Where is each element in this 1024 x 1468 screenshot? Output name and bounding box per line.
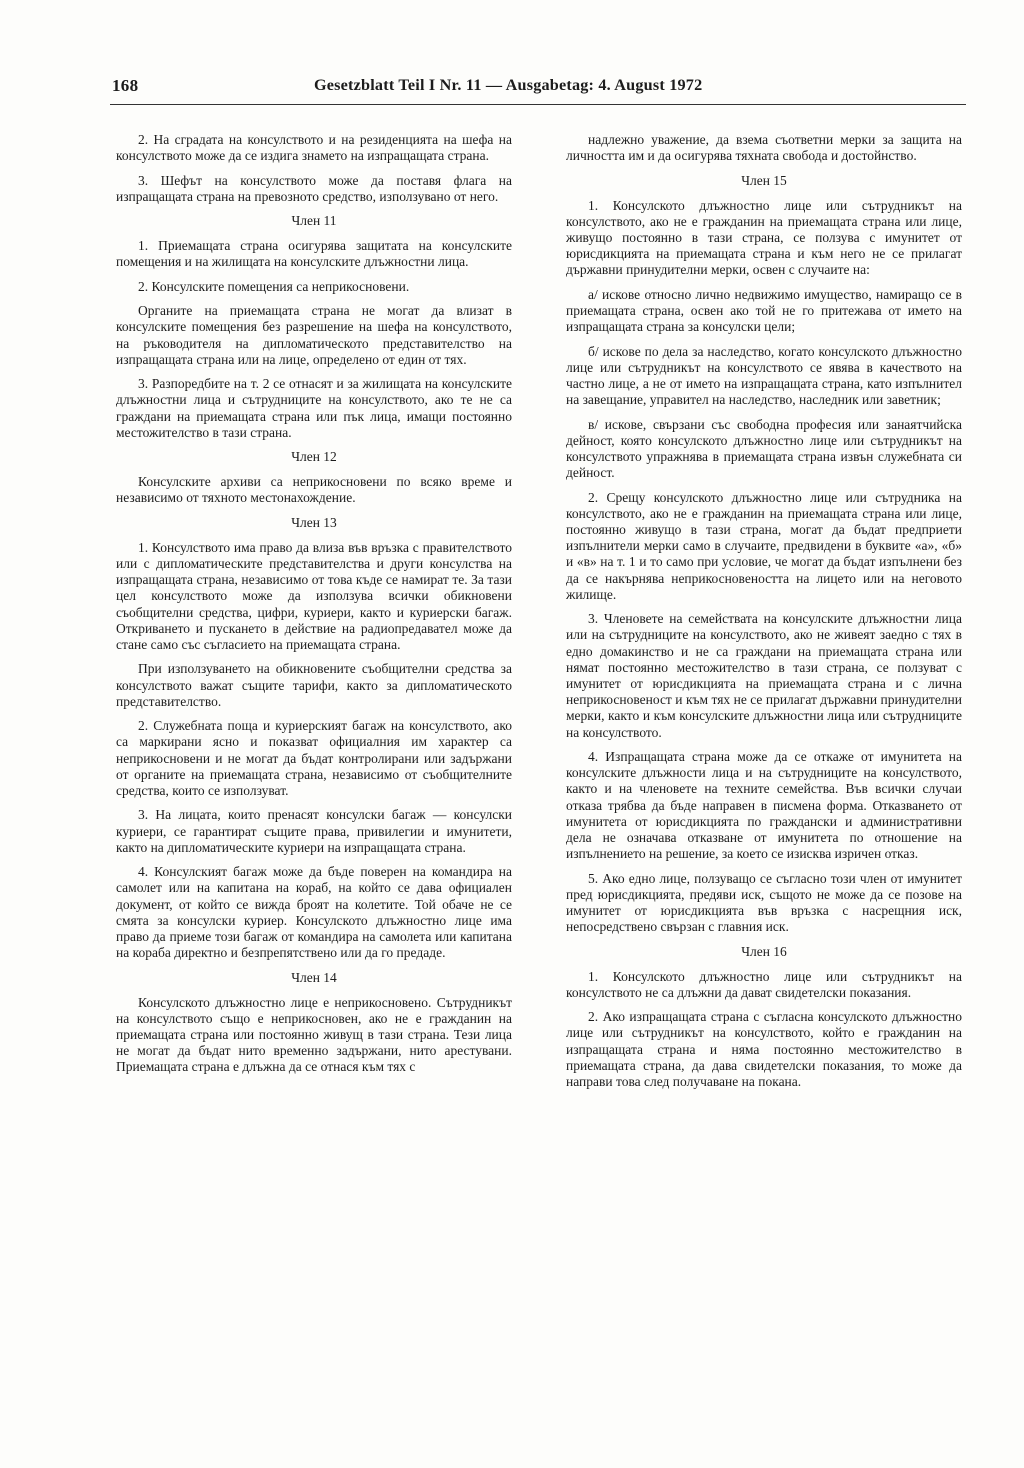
paragraph: 5. Ако едно лице, ползуващо се съгласно този член от имунитет пред юрисдикцията, предяви иск, същото не може да се позове на имунитет от юрисдикцията във връзка с насрещния иск, непосредствено свързан с главния иск. xyxy=(566,870,962,935)
paragraph: 4. Изпращащата страна може да се откаже от имунитета на консулските длъжности лица и на сътрудниците на консулството, както и на членовете на техните семейства. Във всички случаи отказа трябва да бъде направен в писмена форма. Отказването от имунитета от юрисдикцията по граждански и административни дела не означава отказване от имунитета по отношение на изпълнението на решение, за което се изисква изричен отказ. xyxy=(566,749,962,862)
paragraph: надлежно уважение, да взема съответни мерки за защита на личността им и да осигурява тяхната свобода и достойнство. xyxy=(566,132,962,164)
paragraph: 3. Шефът на консулството може да поставя флага на изпращащата страна на превозното средство, използувано от него. xyxy=(116,172,512,204)
left-column xyxy=(116,132,512,1084)
paragraph: 2. Ако изпращащата страна с съгласна консулското длъжностно лице или сътрудникът на консулството, който е гражданин на изпращащата страна и няма постоянно местожителство в приемащата страна, да дава свидетелски показания, то може да направи това след получаване на покана. xyxy=(566,1009,962,1090)
header-rule xyxy=(110,104,966,105)
article-heading-14: Член 14 xyxy=(291,969,337,985)
page-number: 168 xyxy=(112,76,139,95)
paragraph: Органите на приемащата страна не могат да влизат в консулските помещения без разрешение на шефа на консулството, на ръководителя на дипломатическото представителство на изпращащата страна или на лице, определено от един от тях. xyxy=(116,303,512,367)
paragraph: Консулските архиви са неприкосновени по всяко време и независимо от тяхното местонахождение. xyxy=(116,474,512,506)
paragraph: а/ искове относно лично недвижимо имущество, намиращо се в приемащата страна, освен ако той не го притежава от името на изпращащата страна за консулски цели; xyxy=(566,286,962,335)
article-heading-13: Член 13 xyxy=(291,514,337,530)
right-column xyxy=(566,132,962,1098)
paragraph: 2. Срещу консулското длъжностно лице или сътрудника на консулството, ако не е гражданин на приемащата страна или лице, постоянно живущо в тази страна, могат да бъдат предприети изпълнители мерки само в случаите, предвидени в буквите «а», «б» и «в» на т. 1 и то само при условие, че могат да бъдат изпълнени без да се накърнява неприкосновеността на лицето или на неговото жилище. xyxy=(566,489,962,602)
paragraph: 2. Консулските помещения са неприкосновени. xyxy=(138,278,410,294)
article-heading-12: Член 12 xyxy=(291,449,337,465)
paragraph: 1. Консулското длъжностно лице или сътрудникът на консулството, ако не е гражданин на приемащата страна или лице, живущо постоянно в тази страна, се ползува с имунитет от юрисдикцията на приемащата страна и към него не се прилагат държавни принудителни мерки, освен с случаите на: xyxy=(566,197,962,278)
paragraph: 2. На сградата на консулството и на резиденцията на шефа на консулството може да се издига знамето на изпращащата страна. xyxy=(116,132,512,164)
paragraph: 1. Консулството има право да влиза във връзка с правителството или с дипломатическите представителства и други консулства на изпращащата страна, независимо от това къде се намират те. За тази цел консулството може да използува всички обикновени съобщителни средства, цифри, куриери, както и куриерски багаж. Откриването и пускането в действие на радиопредавател може да стане само със съгласието на приемащата страна. xyxy=(116,539,512,652)
article-heading-15: Член 15 xyxy=(741,172,787,188)
paragraph: Консулското длъжностно лице е неприкосновено. Сътрудникът на консулството също е неприкосновен, ако не е гражданин на приемащата страна или постоянно живущ в тази страна. Тези лица не могат да бъдат нито временно задържани, нито арестувани. Приемащата страна е длъжна да се отнася към тях с xyxy=(116,994,512,1075)
article-heading-11: Член 11 xyxy=(291,213,337,229)
paragraph: 4. Консулският багаж може да бъде поверен на командира на самолет или на капитана на кораб, на който се дава официален документ, от който се вижда броят на колетите. Той обаче не се смята за консулски куриер. Консулското длъжностно лице има право да приеме този багаж от командира на самолета или капитана на кораба директно и безпрепятствено или да го предаде. xyxy=(116,864,512,961)
paragraph: 3. Разпоредбите на т. 2 се отнасят и за жилищата на консулските длъжностни лица и сътрудниците на консулството, ако те не са граждани на приемащата страна или пък лица, имащи постоянно местожителство в тази страна. xyxy=(116,376,512,440)
paragraph: 2. Служебната поща и куриерският багаж на консулството, ако са маркирани ясно и показват официалния им характер са неприкосновени и не могат да бъдат контролирани или задържани от органите на приемащата страна, независимо от съобщителните средства, които се използуват. xyxy=(116,718,512,798)
paragraph: 1. Приемащата страна осигурява защитата на консулските помещения и на жилищата на консулските длъжностни лица. xyxy=(116,238,512,270)
paragraph: 1. Консулското длъжностно лице или сътрудникът на консулството не са длъжни да дават свидетелски показания. xyxy=(566,968,962,1000)
paragraph: 3. На лицата, които пренасят консулски багаж — консулски куриери, се гарантират същите права, привилегии и имунитети, както на дипломатическите куриери на изпращащата страна. xyxy=(116,807,512,855)
paragraph: в/ искове, свързани със свободна професия или занаятчийска дейност, която консулското длъжностно лице или сътрудникът на консулството упражнява в приемащата страна извън служебната си дейност. xyxy=(566,416,962,481)
running-head: Gesetzblatt Teil I Nr. 11 — Ausgabetag: 4. August 1972 xyxy=(314,76,703,94)
paragraph: б/ искове по дела за наследство, когато консулското длъжностно лице или сътрудникът на консулството се явява в качеството на частно лице, а не от името на изпращащата страна, като изпълнител на завещание, управител на наследство, наследник или заветник; xyxy=(566,343,962,408)
paragraph: При използуването на обикновените съобщителни средства за консулството важат същите тарифи, както за дипломатическото представителство. xyxy=(116,661,512,709)
paragraph: 3. Членовете на семействата на консулските длъжностни лица или на сътрудниците на консулството, ако не живеят заедно с тях в едно домакинство и не са граждани на приемащата страна или нямат постоянно местожителство в тази страна, се ползуват с имунитет от юрисдикцията на приемащата страна и с лична неприкосновеност и към тях не се прилагат държавни принудителни мерки, както и към консулските длъжностни лица или сътрудниците на консулството. xyxy=(566,611,962,740)
article-heading-16: Член 16 xyxy=(741,943,787,959)
